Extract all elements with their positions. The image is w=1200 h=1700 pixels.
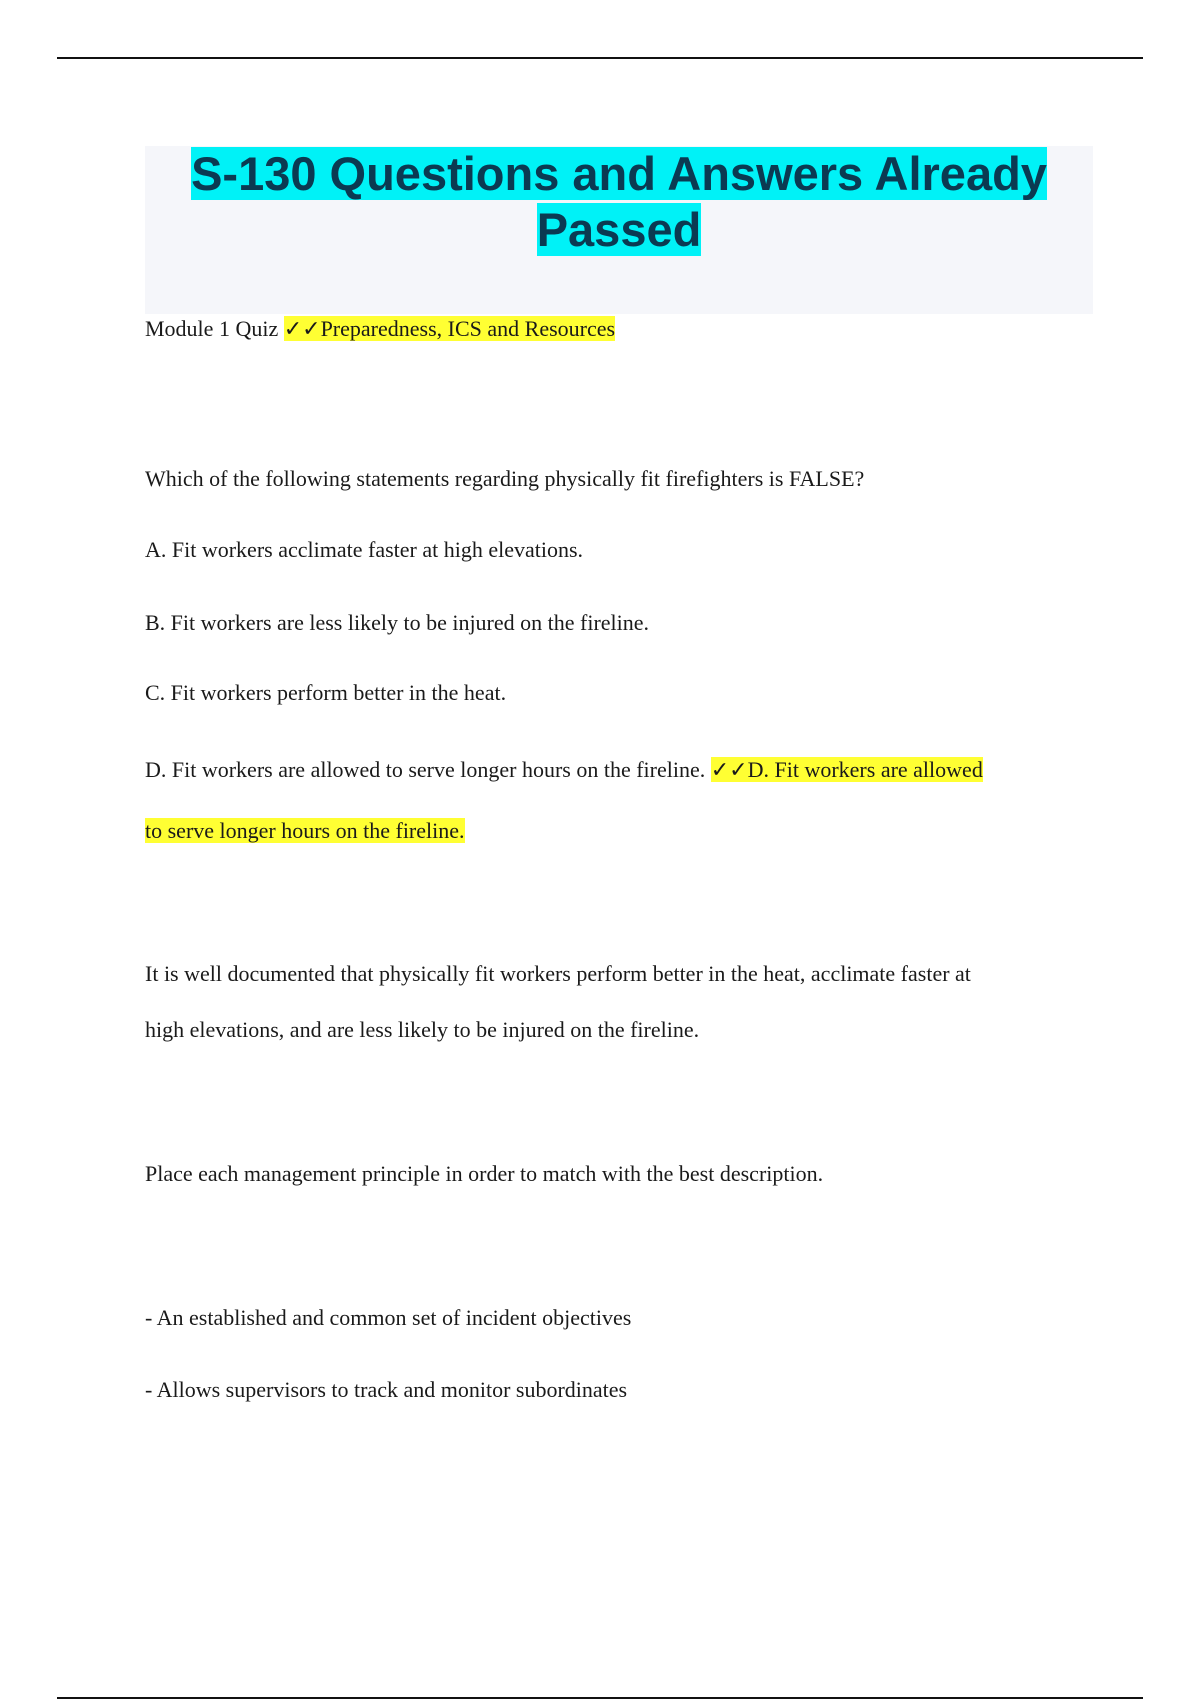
top-rule [57,57,1143,59]
question-1-option-d [145,756,1085,784]
module-heading [145,315,1085,343]
module-prefix: Module 1 Quiz [145,316,284,341]
question-1-option-a: A. Fit workers acclimate faster at high elevations. [145,537,584,562]
question-1-option-b: B. Fit workers are less likely to be injured on the fireline. [145,610,650,635]
answer-highlight-part-2: to serve longer hours on the fireline. [145,818,465,843]
answer-continuation [145,817,1085,845]
question-2-item-1: - An established and common set of incident objectives [145,1305,632,1330]
bottom-rule [57,1697,1143,1699]
page-title-line-2: Passed [536,203,702,256]
question-1-option-c: C. Fit workers perform better in the heat. [145,680,507,705]
question-2-item-2: - Allows supervisors to track and monitor subordinates [145,1377,628,1402]
explanation-line-2: high elevations, and are less likely to be injured on the fireline. [145,1017,700,1042]
title-banner [145,146,1093,314]
page-title-line-1: S-130 Questions and Answers Already [191,147,1047,200]
question-2-prompt: Place each management principle in order to match with the best description. [145,1161,824,1186]
answer-highlight-part-1: ✓✓D. Fit workers are allowed [710,757,983,782]
option-d-text: D. Fit workers are allowed to serve longer hours on the fireline. [145,757,711,782]
question-1-prompt: Which of the following statements regarding physically fit firefighters is FALSE? [145,466,865,491]
module-topic-highlight: ✓✓Preparedness, ICS and Resources [283,316,616,341]
explanation-line-1: It is well documented that physically fit workers perform better in the heat, acclimate faster at [145,961,971,986]
